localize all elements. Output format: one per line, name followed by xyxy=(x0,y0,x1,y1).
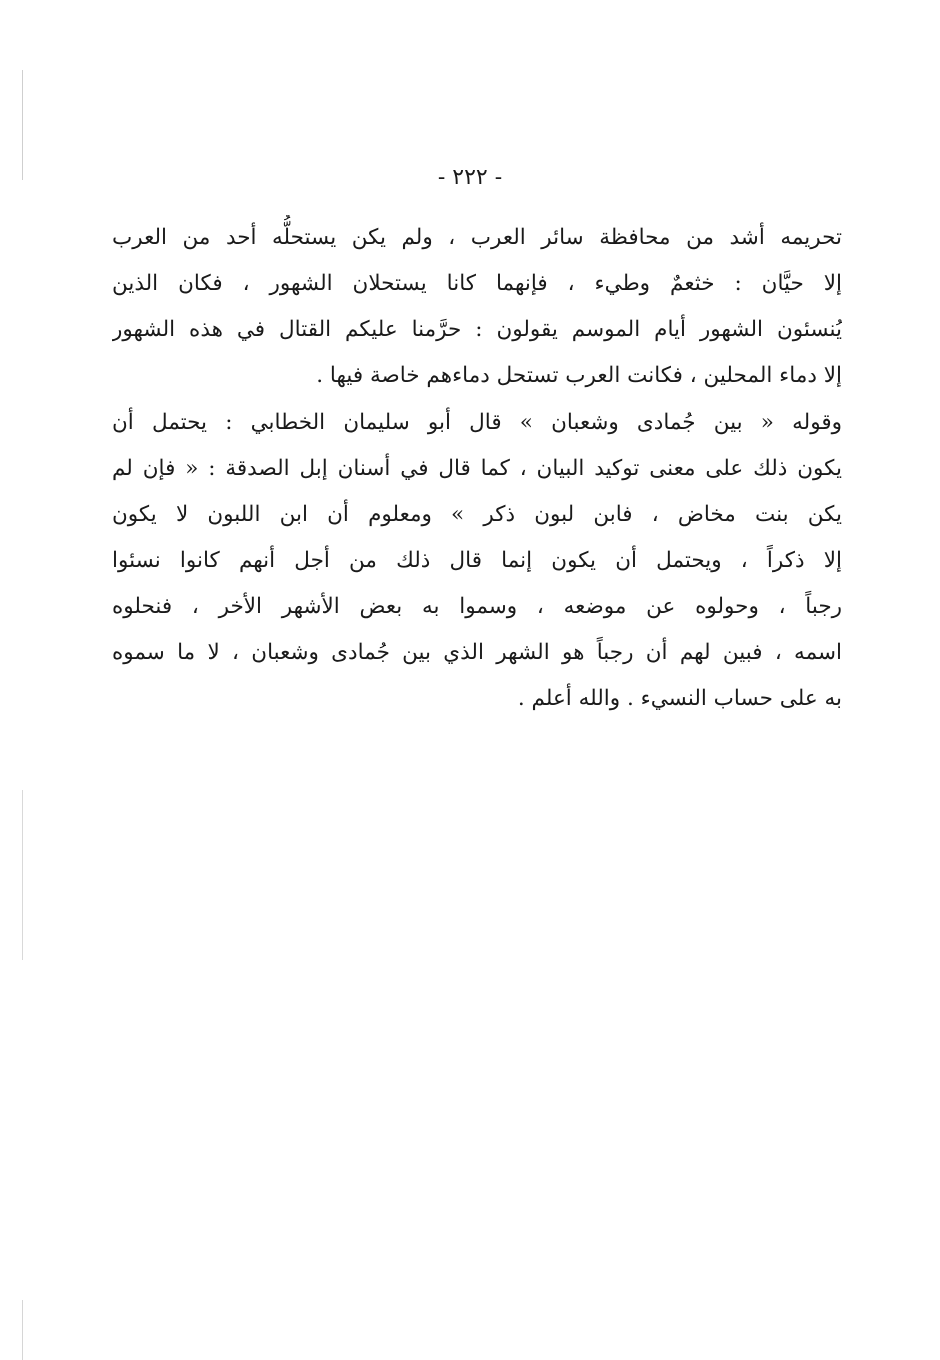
scan-edge-line xyxy=(22,1300,23,1360)
text-line: به على حساب النسيء . والله أعلم . xyxy=(517,686,842,711)
text-line: يكون ذلك على معنى توكيد البيان ، كما قال في أسنان إبل الصدقة : « فإن لم xyxy=(112,456,842,481)
text-line: اسمه ، فبين لهم أن رجباً هو الشهر الذي بين جُمادى وشعبان ، لا ما سموه xyxy=(112,640,842,665)
paragraph-1 xyxy=(112,215,842,399)
text-line: إلا ذكراً ، ويحتمل أن يكون إنما قال ذلك من أجل أنهم كانوا نسئوا xyxy=(112,548,842,573)
text-line: وقوله « بين جُمادى وشعبان » قال أبو سليمان الخطابي : يحتمل أن xyxy=(112,410,842,435)
text-line: إلا دماء المحلين ، فكانت العرب تستحل دماءهم خاصة فيها . xyxy=(316,363,842,388)
text-line: رجباً ، وحولوه عن موضعه ، وسموا به بعض الأشهر الأخر ، فنحلوه xyxy=(112,594,842,619)
text-line: يُنسئون الشهور أيام الموسم يقولون : حرَّمنا عليكم القتال في هذه الشهور xyxy=(112,317,842,342)
paragraph-2 xyxy=(112,400,842,722)
scan-edge-line xyxy=(22,70,23,180)
text-line: إلا حيَّان : خثعمٌ وطيء ، فإنهما كانا يستحلان الشهور ، فكان الذين xyxy=(112,271,842,296)
page-number: - ٢٢٢ - xyxy=(437,165,503,190)
text-line: يكن بنت مخاض ، فابن لبون ذكر » ومعلوم أن ابن اللبون لا يكون xyxy=(112,502,842,527)
scan-edge-line xyxy=(22,790,23,960)
text-line: تحريمه أشد من محافظة سائر العرب ، ولم يكن يستحلُّه أحد من العرب xyxy=(112,225,842,250)
